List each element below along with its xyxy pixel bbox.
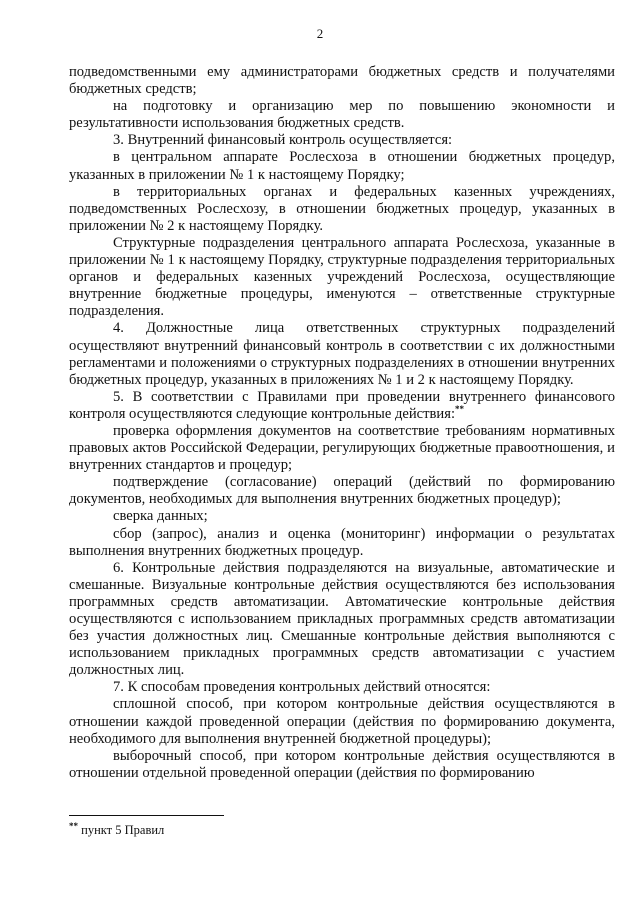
paragraph-text: 5. В соответствии с Правилами при проведении внутреннего финансового контроля осуществляются следующие контрольные действия: bbox=[69, 388, 615, 422]
paragraph-text: на подготовку и организацию мер по повышению экономности и результативности использования бюджетных средств. bbox=[69, 98, 615, 132]
paragraph-text: проверка оформления документов на соответствие требованиям нормативных правовых актов Российской Федерации, регулирующих бюджетные правоотношения, и внутренних стандартов и процедур; bbox=[69, 422, 615, 474]
paragraph-text: в территориальных органах и федеральных казенных учреждениях, подведомственных Рослесхозу, в отношении бюджетных процедур, указанных в приложении № 2 к настоящему Порядку. bbox=[69, 183, 615, 234]
footnote-text: пункт 5 Правил bbox=[81, 823, 165, 837]
paragraph bbox=[69, 423, 615, 474]
paragraph bbox=[69, 320, 615, 388]
paragraph-text: в центральном аппарате Рослесхоза в отношении бюджетных процедур, указанных в приложении № 1 к настоящему Порядку; bbox=[69, 149, 615, 183]
paragraph-text: выборочный способ, при котором контрольные действия осуществляются в отношении отдельной проведенной операции (действия по формированию bbox=[69, 747, 615, 781]
paragraph bbox=[69, 748, 615, 782]
paragraph bbox=[69, 98, 615, 132]
paragraph bbox=[69, 696, 615, 747]
paragraph bbox=[69, 679, 615, 696]
paragraph-text: 7. К способам проведения контрольных действий относятся: bbox=[113, 679, 491, 696]
paragraph-text: 3. Внутренний финансовый контроль осуществляется: bbox=[113, 132, 453, 149]
footnote-separator bbox=[69, 815, 224, 816]
paragraph-text: сбор (запрос), анализ и оценка (мониторинг) информации о результатах выполнения внутренних бюджетных процедур. bbox=[69, 525, 615, 559]
paragraph-text: сплошной способ, при котором контрольные действия осуществляются в отношении каждой проведенной операции (действия по формированию документа, необходимого для выполнения внутренней бюджетной процедуры); bbox=[69, 696, 615, 747]
paragraph-text: 6. Контрольные действия подразделяются на визуальные, автоматические и смешанные. Визуальные контрольные действия осуществляются без использования программных средств автоматизации. Автоматические контрольные действия осуществляются с использованием прикладных программных средств автоматизации без участия должностных лиц. Смешанные контрольные действия выполняются с использованием прикладных программных средств автоматизации с участием должностных лиц. bbox=[69, 559, 615, 679]
body-text bbox=[69, 64, 615, 782]
paragraph-text: сверка данных; bbox=[113, 508, 208, 525]
paragraph bbox=[69, 184, 615, 235]
paragraph bbox=[69, 389, 615, 423]
paragraph-text: подтверждение (согласование) операций (действий по формированию документов, необходимых для выполнения внутренних бюджетных процедур); bbox=[69, 474, 615, 508]
paragraph-text: подведомственными ему администраторами бюджетных средств и получателями бюджетных средств; bbox=[69, 64, 615, 98]
footnote-reference: ** bbox=[455, 403, 464, 414]
paragraph bbox=[69, 560, 615, 680]
page-number: 2 bbox=[316, 26, 324, 41]
footnote-mark: ** bbox=[69, 821, 78, 831]
paragraph bbox=[69, 149, 615, 183]
paragraph bbox=[69, 474, 615, 508]
paragraph bbox=[69, 64, 615, 98]
paragraph bbox=[69, 235, 615, 320]
paragraph-text: 4. Должностные лица ответственных структурных подразделений осуществляют внутренний финансовый контроль в соответствии с их должностными регламентами и положениями о структурных подразделениях в отношении внутренних бюджетных процедур, указанных в приложениях № 1 и 2 к настоящему Порядку. bbox=[69, 320, 615, 388]
footnote bbox=[69, 821, 164, 838]
paragraph bbox=[69, 526, 615, 560]
paragraph bbox=[69, 508, 615, 525]
paragraph bbox=[69, 132, 615, 149]
paragraph-text: Структурные подразделения центрального аппарата Рослесхоза, указанные в приложении № 1 к настоящему Порядку, структурные подразделения территориальных органов и федеральных казенных учреждений Рослесхоза, осуществляющие внутренние бюджетные процедуры, именуются – ответственные структурные подразделения. bbox=[69, 234, 615, 320]
